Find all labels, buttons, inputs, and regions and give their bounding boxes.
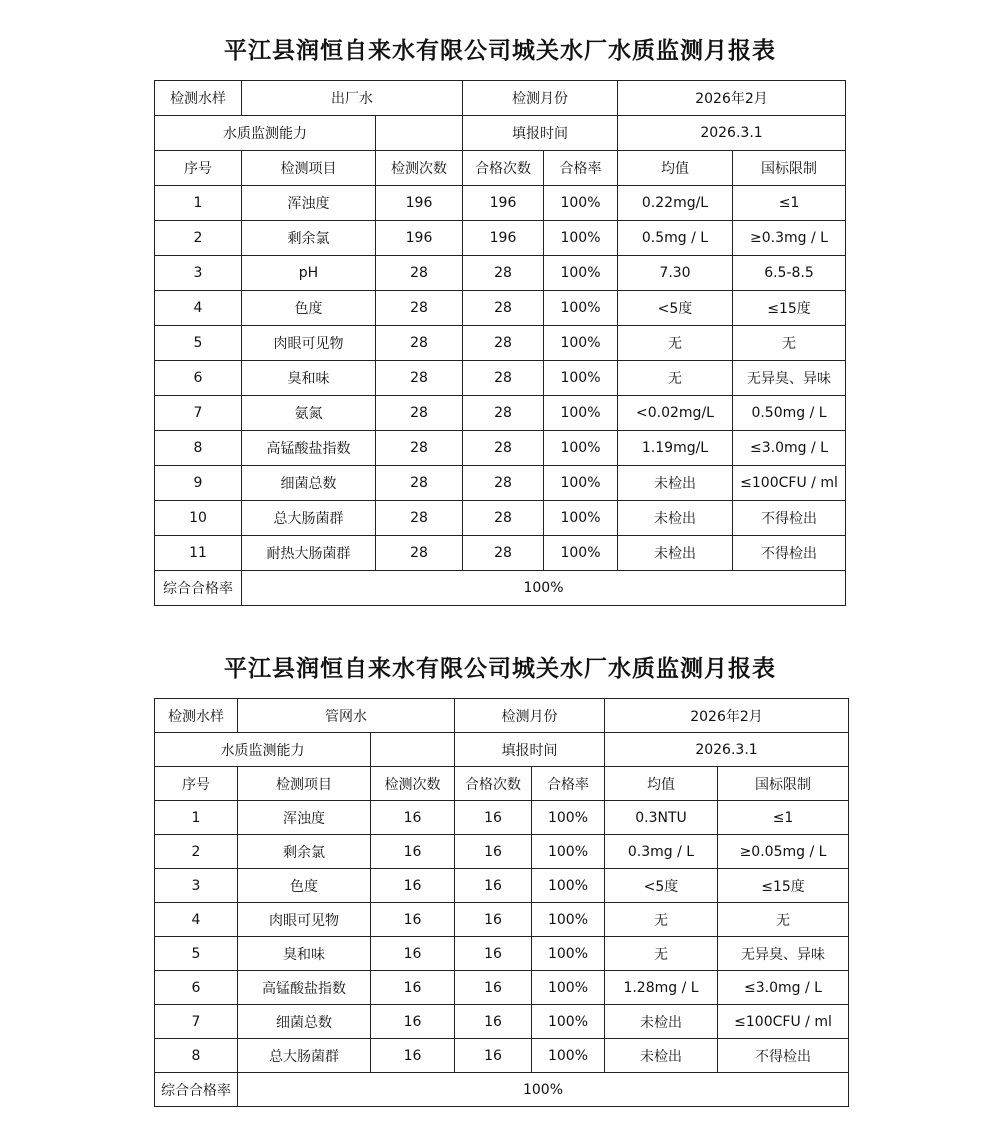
cell-limit: ≤3.0mg / L	[718, 971, 849, 1005]
cell-index: 7	[155, 396, 242, 431]
cell-pass-count: 28	[463, 291, 544, 326]
cell-limit: 不得检出	[733, 536, 846, 571]
sample-label: 检测水样	[155, 699, 238, 733]
table-row	[155, 361, 846, 396]
report-date-value: 2026.3.1	[605, 733, 849, 767]
column-header: 国标限制	[733, 151, 846, 186]
summary-value: 100%	[242, 571, 846, 606]
water-quality-table	[154, 80, 846, 606]
cell-pass-count: 28	[463, 466, 544, 501]
cell-mean: 无	[605, 937, 718, 971]
report-date-value: 2026.3.1	[618, 116, 846, 151]
cell-test-count: 16	[371, 869, 455, 903]
cell-mean: 1.28mg / L	[605, 971, 718, 1005]
summary-value: 100%	[238, 1073, 849, 1107]
cell-test-count: 28	[376, 396, 463, 431]
cell-index: 3	[155, 869, 238, 903]
header-row	[155, 151, 846, 186]
table-row	[155, 1005, 849, 1039]
cell-pass-rate: 100%	[532, 835, 605, 869]
cell-index: 1	[155, 801, 238, 835]
cell-test-count: 16	[371, 903, 455, 937]
cell-test-count: 196	[376, 221, 463, 256]
meta-row-sample	[155, 699, 849, 733]
cell-limit: 不得检出	[733, 501, 846, 536]
table-row	[155, 1039, 849, 1073]
cell-index: 8	[155, 431, 242, 466]
cell-item: 浑浊度	[238, 801, 371, 835]
cell-index: 4	[155, 903, 238, 937]
cell-pass-count: 28	[463, 256, 544, 291]
cell-pass-count: 16	[455, 835, 532, 869]
table-row	[155, 291, 846, 326]
cell-mean: 0.3NTU	[605, 801, 718, 835]
cell-pass-rate: 100%	[532, 1005, 605, 1039]
cell-item: 色度	[242, 291, 376, 326]
meta-row-capacity	[155, 116, 846, 151]
cell-pass-count: 196	[463, 221, 544, 256]
cell-pass-rate: 100%	[532, 971, 605, 1005]
cell-index: 5	[155, 937, 238, 971]
cell-mean: <5度	[605, 869, 718, 903]
cell-index: 3	[155, 256, 242, 291]
summary-label: 综合合格率	[155, 571, 242, 606]
cell-limit: ≤15度	[718, 869, 849, 903]
table-row	[155, 971, 849, 1005]
cell-limit: 不得检出	[718, 1039, 849, 1073]
cell-item: 细菌总数	[238, 1005, 371, 1039]
cell-item: 总大肠菌群	[242, 501, 376, 536]
column-header: 合格次数	[463, 151, 544, 186]
sample-label: 检测水样	[155, 81, 242, 116]
cell-limit: 无异臭、异味	[718, 937, 849, 971]
table-row	[155, 937, 849, 971]
month-label: 检测月份	[463, 81, 618, 116]
cell-limit: ≤1	[718, 801, 849, 835]
cell-mean: 0.5mg / L	[618, 221, 733, 256]
report-date-label: 填报时间	[463, 116, 618, 151]
cell-pass-rate: 100%	[544, 361, 618, 396]
cell-pass-rate: 100%	[532, 869, 605, 903]
report-date-label: 填报时间	[455, 733, 605, 767]
column-header: 合格率	[544, 151, 618, 186]
cell-item: 色度	[238, 869, 371, 903]
table-row	[155, 466, 846, 501]
water-quality-table	[154, 698, 849, 1107]
cell-pass-count: 16	[455, 1039, 532, 1073]
cell-item: 肉眼可见物	[242, 326, 376, 361]
month-label: 检测月份	[455, 699, 605, 733]
cell-index: 5	[155, 326, 242, 361]
capacity-label: 水质监测能力	[155, 733, 371, 767]
capacity-label: 水质监测能力	[155, 116, 376, 151]
cell-limit: 无	[733, 326, 846, 361]
cell-test-count: 28	[376, 361, 463, 396]
cell-pass-rate: 100%	[544, 431, 618, 466]
cell-pass-rate: 100%	[544, 326, 618, 361]
cell-test-count: 28	[376, 326, 463, 361]
report-title: 平江县润恒自来水有限公司城关水厂水质监测月报表	[224, 655, 776, 682]
cell-pass-rate: 100%	[544, 501, 618, 536]
sample-value: 管网水	[238, 699, 455, 733]
cell-pass-rate: 100%	[532, 937, 605, 971]
cell-index: 7	[155, 1005, 238, 1039]
cell-mean: 无	[618, 361, 733, 396]
cell-item: 浑浊度	[242, 186, 376, 221]
cell-pass-rate: 100%	[532, 903, 605, 937]
cell-pass-rate: 100%	[544, 396, 618, 431]
cell-test-count: 28	[376, 256, 463, 291]
cell-item: 臭和味	[238, 937, 371, 971]
cell-mean: 未检出	[618, 536, 733, 571]
column-header: 检测次数	[376, 151, 463, 186]
cell-item: 耐热大肠菌群	[242, 536, 376, 571]
cell-test-count: 16	[371, 1005, 455, 1039]
table-row	[155, 186, 846, 221]
cell-mean: 未检出	[605, 1039, 718, 1073]
cell-mean: 1.19mg/L	[618, 431, 733, 466]
cell-mean: <5度	[618, 291, 733, 326]
cell-test-count: 16	[371, 1039, 455, 1073]
cell-mean: 无	[605, 903, 718, 937]
table-row	[155, 256, 846, 291]
cell-limit: 6.5-8.5	[733, 256, 846, 291]
cell-limit: 无异臭、异味	[733, 361, 846, 396]
cell-pass-count: 196	[463, 186, 544, 221]
cell-limit: ≤15度	[733, 291, 846, 326]
summary-row	[155, 1073, 849, 1107]
cell-pass-count: 16	[455, 869, 532, 903]
cell-index: 8	[155, 1039, 238, 1073]
cell-pass-rate: 100%	[544, 256, 618, 291]
cell-test-count: 28	[376, 536, 463, 571]
cell-index: 2	[155, 835, 238, 869]
cell-pass-count: 28	[463, 536, 544, 571]
cell-pass-rate: 100%	[544, 221, 618, 256]
cell-item: 氨氮	[242, 396, 376, 431]
column-header: 序号	[155, 767, 238, 801]
cell-item: 肉眼可见物	[238, 903, 371, 937]
cell-test-count: 16	[371, 971, 455, 1005]
cell-mean: 0.3mg / L	[605, 835, 718, 869]
cell-index: 10	[155, 501, 242, 536]
cell-mean: 未检出	[618, 501, 733, 536]
capacity-value	[371, 733, 455, 767]
cell-pass-rate: 100%	[532, 1039, 605, 1073]
cell-item: 剩余氯	[238, 835, 371, 869]
cell-limit: 无	[718, 903, 849, 937]
cell-test-count: 28	[376, 291, 463, 326]
table-row	[155, 536, 846, 571]
cell-pass-count: 28	[463, 326, 544, 361]
cell-item: 高锰酸盐指数	[238, 971, 371, 1005]
summary-label: 综合合格率	[155, 1073, 238, 1107]
table-row	[155, 431, 846, 466]
cell-pass-count: 16	[455, 971, 532, 1005]
column-header: 均值	[605, 767, 718, 801]
cell-pass-count: 28	[463, 396, 544, 431]
cell-test-count: 28	[376, 501, 463, 536]
cell-limit: 0.50mg / L	[733, 396, 846, 431]
cell-item: 剩余氯	[242, 221, 376, 256]
cell-mean: 未检出	[618, 466, 733, 501]
cell-mean: 0.22mg/L	[618, 186, 733, 221]
column-header: 检测次数	[371, 767, 455, 801]
table-row	[155, 835, 849, 869]
cell-index: 6	[155, 971, 238, 1005]
cell-test-count: 28	[376, 466, 463, 501]
cell-pass-rate: 100%	[544, 186, 618, 221]
cell-test-count: 28	[376, 431, 463, 466]
cell-test-count: 16	[371, 937, 455, 971]
column-header: 合格率	[532, 767, 605, 801]
cell-mean: 7.30	[618, 256, 733, 291]
sample-value: 出厂水	[242, 81, 463, 116]
cell-item: pH	[242, 256, 376, 291]
cell-index: 2	[155, 221, 242, 256]
cell-pass-count: 16	[455, 801, 532, 835]
summary-row	[155, 571, 846, 606]
cell-mean: 未检出	[605, 1005, 718, 1039]
cell-limit: ≤100CFU / ml	[733, 466, 846, 501]
table-row	[155, 501, 846, 536]
cell-mean: 无	[618, 326, 733, 361]
cell-index: 6	[155, 361, 242, 396]
column-header: 序号	[155, 151, 242, 186]
cell-pass-count: 28	[463, 431, 544, 466]
month-value: 2026年2月	[618, 81, 846, 116]
capacity-value	[376, 116, 463, 151]
cell-pass-count: 16	[455, 903, 532, 937]
column-header: 检测项目	[242, 151, 376, 186]
cell-pass-count: 28	[463, 501, 544, 536]
cell-index: 9	[155, 466, 242, 501]
column-header: 检测项目	[238, 767, 371, 801]
cell-pass-rate: 100%	[544, 466, 618, 501]
cell-limit: ≤100CFU / ml	[718, 1005, 849, 1039]
cell-test-count: 16	[371, 835, 455, 869]
meta-row-capacity	[155, 733, 849, 767]
cell-pass-count: 28	[463, 361, 544, 396]
cell-limit: ≤1	[733, 186, 846, 221]
table-row	[155, 801, 849, 835]
table-row	[155, 221, 846, 256]
meta-row-sample	[155, 81, 846, 116]
cell-pass-rate: 100%	[532, 801, 605, 835]
table-row	[155, 396, 846, 431]
cell-pass-rate: 100%	[544, 291, 618, 326]
cell-pass-rate: 100%	[544, 536, 618, 571]
table-row	[155, 869, 849, 903]
cell-limit: ≥0.05mg / L	[718, 835, 849, 869]
cell-test-count: 16	[371, 801, 455, 835]
header-row	[155, 767, 849, 801]
cell-limit: ≥0.3mg / L	[733, 221, 846, 256]
cell-index: 11	[155, 536, 242, 571]
cell-item: 臭和味	[242, 361, 376, 396]
cell-limit: ≤3.0mg / L	[733, 431, 846, 466]
month-value: 2026年2月	[605, 699, 849, 733]
cell-item: 高锰酸盐指数	[242, 431, 376, 466]
cell-test-count: 196	[376, 186, 463, 221]
table-row	[155, 903, 849, 937]
column-header: 国标限制	[718, 767, 849, 801]
column-header: 合格次数	[455, 767, 532, 801]
cell-pass-count: 16	[455, 1005, 532, 1039]
cell-item: 细菌总数	[242, 466, 376, 501]
report-title: 平江县润恒自来水有限公司城关水厂水质监测月报表	[224, 37, 776, 64]
cell-index: 1	[155, 186, 242, 221]
cell-item: 总大肠菌群	[238, 1039, 371, 1073]
cell-pass-count: 16	[455, 937, 532, 971]
table-row	[155, 326, 846, 361]
column-header: 均值	[618, 151, 733, 186]
cell-mean: <0.02mg/L	[618, 396, 733, 431]
cell-index: 4	[155, 291, 242, 326]
